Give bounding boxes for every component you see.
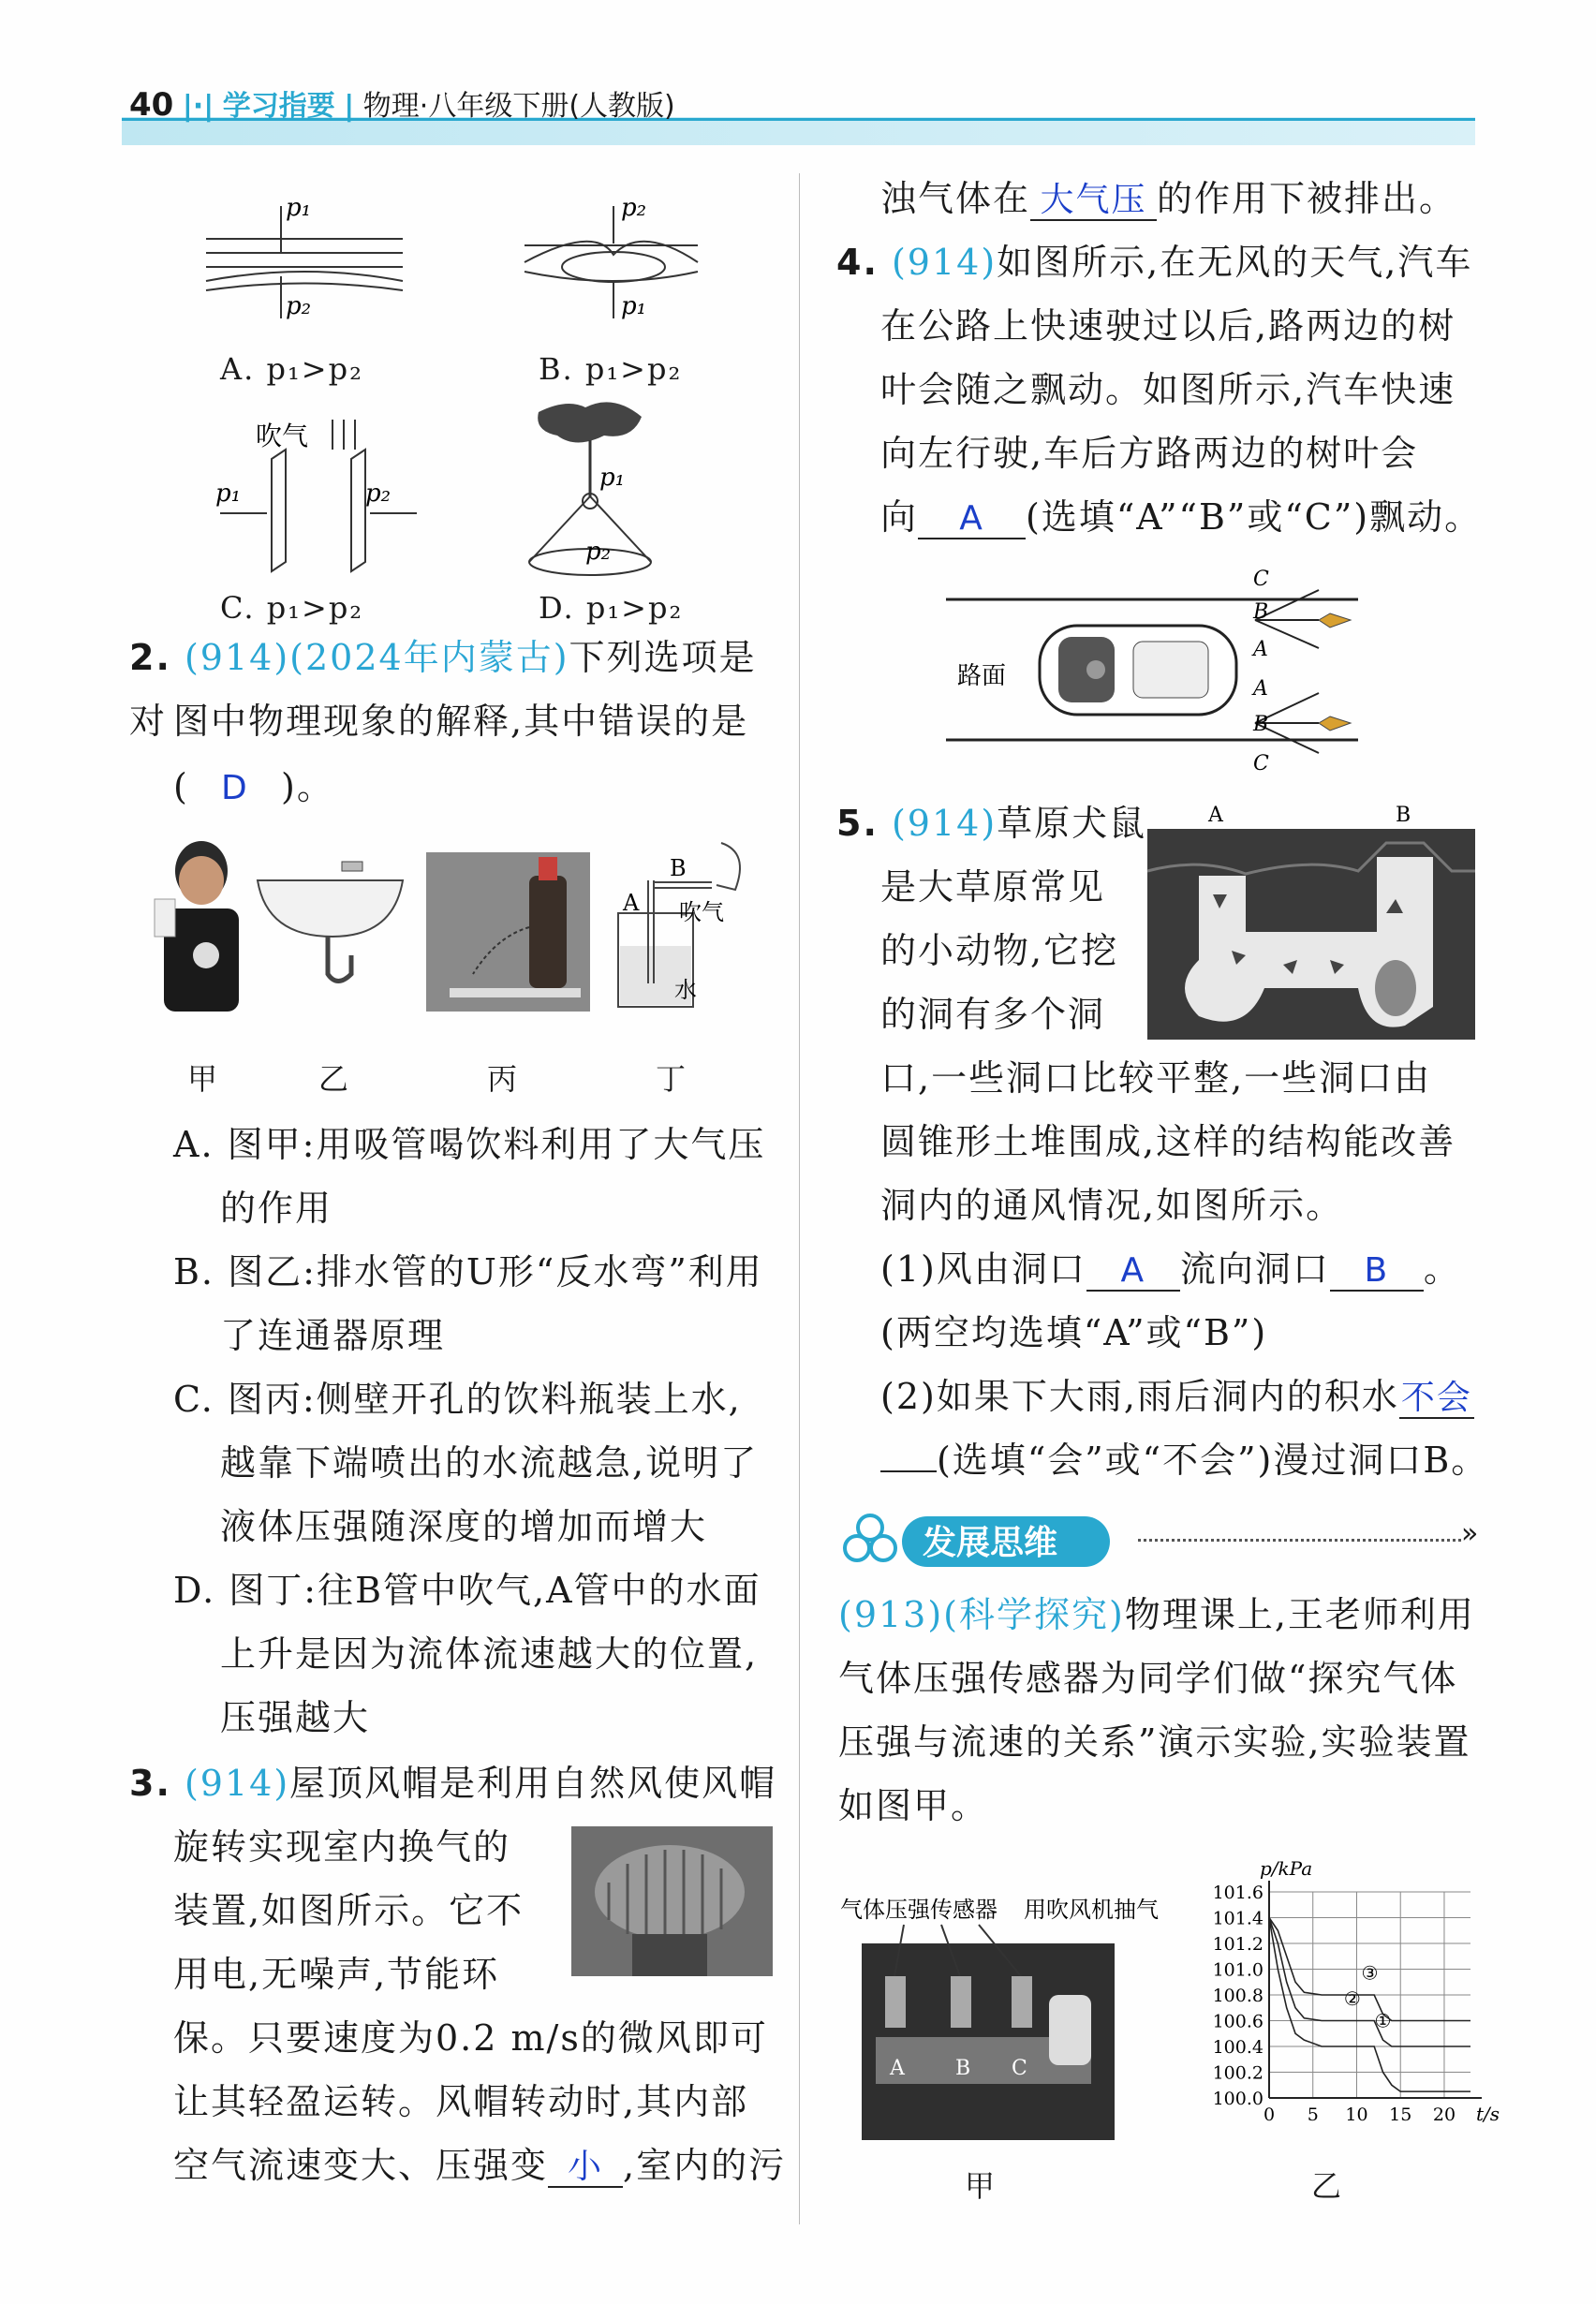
page-header: 40 |·| 学习指要 | 物理·八年级下册(人教版) (129, 86, 675, 124)
fig-d-bottom-label: p₂ (585, 538, 612, 566)
q3-line6: 让其轻盈运转。风帽转动时,其内部 (173, 2081, 749, 2122)
chart-caption: 乙 (1311, 2168, 1344, 2204)
q4-line4: 向左行驶,车后方路两边的树叶会 (880, 433, 1419, 474)
q5-line1: 5. (914)草原犬鼠 (836, 803, 1147, 844)
y-tick-label: 101.6 (1212, 1883, 1264, 1903)
y-tick-label: 101.0 (1212, 1959, 1264, 1981)
x-axis-label: t/s (1476, 2103, 1500, 2125)
page-number: 40 (129, 86, 174, 124)
fig-a-top-label: p₁ (286, 194, 312, 222)
q2-option-c-l1: C. 图丙:侧壁开孔的饮料瓶装上水, (173, 1379, 742, 1420)
q4-line1: 4. (914)如图所示,在无风的天气,汽车 (836, 242, 1473, 283)
q5-answer-3: 不会 (1400, 1379, 1472, 1417)
x-tick-label: 5 (1307, 2105, 1319, 2125)
q3-line5: 保。只要速度为0.2 m/s的微风即可 (173, 2017, 768, 2059)
y-axis-label: p/kPa (1260, 1857, 1313, 1880)
x-tick-label: 10 (1345, 2105, 1368, 2125)
series-label-3: ③ (1361, 1961, 1379, 1985)
q2-answer-line: ( D )。 (173, 755, 334, 820)
apparatus-a: A (890, 2057, 905, 2080)
q3-answer-1: 小 (568, 2148, 604, 2186)
q4-line5: 向 A (选填“A”“B”或“C”)飘动。 (880, 496, 1483, 538)
road-label-b-bottom: B (1253, 713, 1269, 736)
q5-part2-cont: (选填“会”或“不会”)漫过洞口B。 (880, 1428, 1488, 1492)
q2-option-b-l2: 了连通器原理 (220, 1315, 446, 1356)
q5-line7: 洞内的通风情况,如图所示。 (880, 1185, 1344, 1226)
header-brand: 学习指要 (222, 90, 335, 123)
q3-line2: 旋转实现室内换气的 (173, 1826, 511, 1868)
x-tick-label: 15 (1389, 2105, 1412, 2125)
car-icon (1040, 626, 1236, 715)
pressure-time-chart (1180, 1850, 1517, 2149)
y-tick-label: 100.8 (1212, 1986, 1264, 2006)
q4-line3: 叶会随之飘动。如图所示,汽车快速 (880, 369, 1456, 410)
fig-c-blow-label: 吹气 (256, 421, 309, 451)
x-tick-label: 0 (1263, 2105, 1276, 2125)
q4-tag: (914) (891, 242, 998, 283)
q3-continuation: 浊气体在 大气压 的作用下被排出。 (880, 178, 1457, 219)
fig-d-caption: D. p₁>p₂ (539, 590, 684, 626)
apparatus-c: C (1012, 2057, 1027, 2080)
q2-option-a-l1: A. 图甲:用吸管喝饮料利用了大气压 (173, 1124, 766, 1165)
q5-line2: 是大草原常见 (880, 866, 1106, 908)
header-book-title: 物理·八年级下册(人教版) (362, 90, 675, 123)
q2-option-b-l1: B. 图乙:排水管的U形“反水弯”利用 (173, 1251, 763, 1292)
apparatus-fan-label: 用吹风机抽气 (1024, 1897, 1159, 1923)
road-label-b-top: B (1253, 600, 1269, 624)
q2-figures (150, 834, 787, 1021)
series-label-1: ① (1374, 2009, 1392, 2032)
dev-arrow: » (1461, 1517, 1479, 1550)
apparatus-caption: 甲 (965, 2168, 998, 2204)
dev-title: 发展思维 (923, 1523, 1058, 1562)
q5-line3: 的小动物,它挖 (880, 930, 1119, 971)
road-label-c-top: C (1253, 568, 1269, 591)
q2-option-c-l3: 液体压强随深度的增加而增大 (220, 1506, 708, 1547)
fig-label-ding: 丁 (656, 1061, 688, 1097)
y-tick-label: 100.4 (1212, 2037, 1264, 2058)
fig-a-bottom-label: p₂ (286, 292, 312, 320)
apparatus-sensor-label: 气体压强传感器 (840, 1897, 998, 1923)
y-tick-label: 101.2 (1212, 1934, 1264, 1955)
q5-part1-note: (两空均选填“A”或“B”) (880, 1312, 1268, 1353)
fig-yi-sink (258, 862, 403, 982)
fig-c-caption: C. p₁>p₂ (220, 590, 364, 626)
q2-tag: (914)(2024年内蒙古) (184, 637, 569, 678)
triad-icon (845, 1515, 895, 1560)
dev-line2: 气体压强传感器为同学们做“探究气体 (838, 1658, 1458, 1699)
dev-tag: (913)(科学探究) (838, 1594, 1125, 1635)
x-tick-label: 20 (1432, 2105, 1456, 2125)
road-label-c-bottom: C (1253, 752, 1269, 775)
header-separator: |·| (182, 90, 214, 123)
fig-ding-a-label: A (623, 890, 640, 916)
development-thinking-banner (838, 1513, 1129, 1571)
q5-line4: 的洞有多个洞 (880, 994, 1106, 1035)
q2-stem-line2: 图中物理现象的解释,其中错误的是 (173, 701, 749, 742)
y-tick-label: 100.0 (1212, 2089, 1264, 2109)
road-label-a-bottom: A (1253, 677, 1268, 701)
fig-ding-water-label: 水 (674, 977, 697, 1003)
dev-line3: 压强与流速的关系”演示实验,实验装置 (838, 1721, 1471, 1763)
road-label: 路面 (957, 662, 1007, 690)
y-tick-label: 100.2 (1212, 2062, 1264, 2084)
burrow-label-b: B (1396, 804, 1411, 827)
dev-dotted-rule (1138, 1539, 1461, 1542)
y-tick-label: 100.6 (1212, 2011, 1264, 2032)
q3-answer-2: 大气压 (1040, 181, 1147, 219)
q2-option-d-l2: 上升是因为流体流速越大的位置, (220, 1633, 759, 1675)
fig-a-caption: A. p₁>p₂ (220, 351, 363, 387)
q4-road-diagram (946, 562, 1377, 787)
q2-option-a-l2: 的作用 (220, 1188, 333, 1229)
q5-answer-2: B (1364, 1251, 1390, 1290)
q2-number: 2. (129, 637, 171, 678)
fig-b-bottom-label: p₁ (621, 292, 647, 320)
fig-c-right-label: p₂ (365, 480, 392, 508)
q3-roof-vent-photo (571, 1826, 773, 1976)
q2-option-d-l1: D. 图丁:往B管中吹气,A管中的水面 (173, 1570, 761, 1611)
q5-tag: (914) (891, 803, 998, 844)
burrow-label-a: A (1208, 804, 1223, 827)
fig-label-yi: 乙 (318, 1061, 351, 1097)
fig-jia-boy (155, 841, 239, 1012)
series-label-2: ② (1343, 1987, 1361, 2010)
apparatus-b: B (955, 2057, 971, 2080)
fig-b-caption: B. p₁>p₂ (539, 351, 683, 387)
dev-line1: (913)(科学探究)物理课上,王老师利用 (838, 1594, 1475, 1635)
dev-line4: 如图甲。 (838, 1785, 989, 1826)
fig-b-top-label: p₂ (621, 194, 647, 222)
q3-line3: 装置,如图所示。它不 (173, 1890, 525, 1931)
q2-options (173, 1113, 782, 1750)
q5-burrow-diagram (1143, 801, 1480, 1044)
q3-line1: 3. (914)屋顶风帽是利用自然风使风帽 (129, 1763, 777, 1804)
fig-b-diagram (525, 206, 698, 318)
fig-ding-b-label: B (670, 855, 687, 881)
q5-answer-1: A (1120, 1251, 1146, 1290)
q4-answer: A (959, 499, 984, 538)
fig-bing-bottle (426, 852, 590, 1012)
q5-line6: 圆锥形土堆围成,这样的结构能改善 (880, 1121, 1456, 1162)
q3-tag: (914) (184, 1763, 290, 1804)
apparatus-photo (838, 1887, 1175, 2140)
q2-stem-line1: 下列选项是对 (129, 637, 757, 742)
y-tick-label: 101.4 (1212, 1908, 1264, 1929)
q2-option-c-l2: 越靠下端喷出的水流越急,说明了 (220, 1442, 759, 1484)
q4-line2: 在公路上快速驶过以后,路两边的树 (880, 305, 1456, 347)
fig-ding-blow-label: 吹气 (679, 899, 724, 925)
fig-d-top-label: p₁ (599, 464, 626, 492)
road-label-a-top: A (1253, 638, 1268, 661)
q2-answer: D (221, 769, 249, 807)
fig-label-bing: 丙 (487, 1061, 520, 1097)
fig-label-jia: 甲 (187, 1061, 220, 1097)
q5-part2: (2)如果下大雨,雨后洞内的积水不会 (880, 1376, 1472, 1417)
q5-part1: (1)风由洞口 A 流向洞口 B 。 (880, 1248, 1461, 1290)
q2-option-d-l3: 压强越大 (220, 1697, 371, 1738)
q3-line7: 空气流速变大、压强变 小 ,室内的污 (173, 2145, 787, 2186)
fig-c-left-label: p₁ (215, 480, 242, 508)
column-divider (799, 173, 800, 2224)
q5-line5: 口,一些洞口比较平整,一些洞口由 (880, 1057, 1432, 1099)
q3-line4: 用电,无噪声,节能环 (173, 1954, 500, 1995)
